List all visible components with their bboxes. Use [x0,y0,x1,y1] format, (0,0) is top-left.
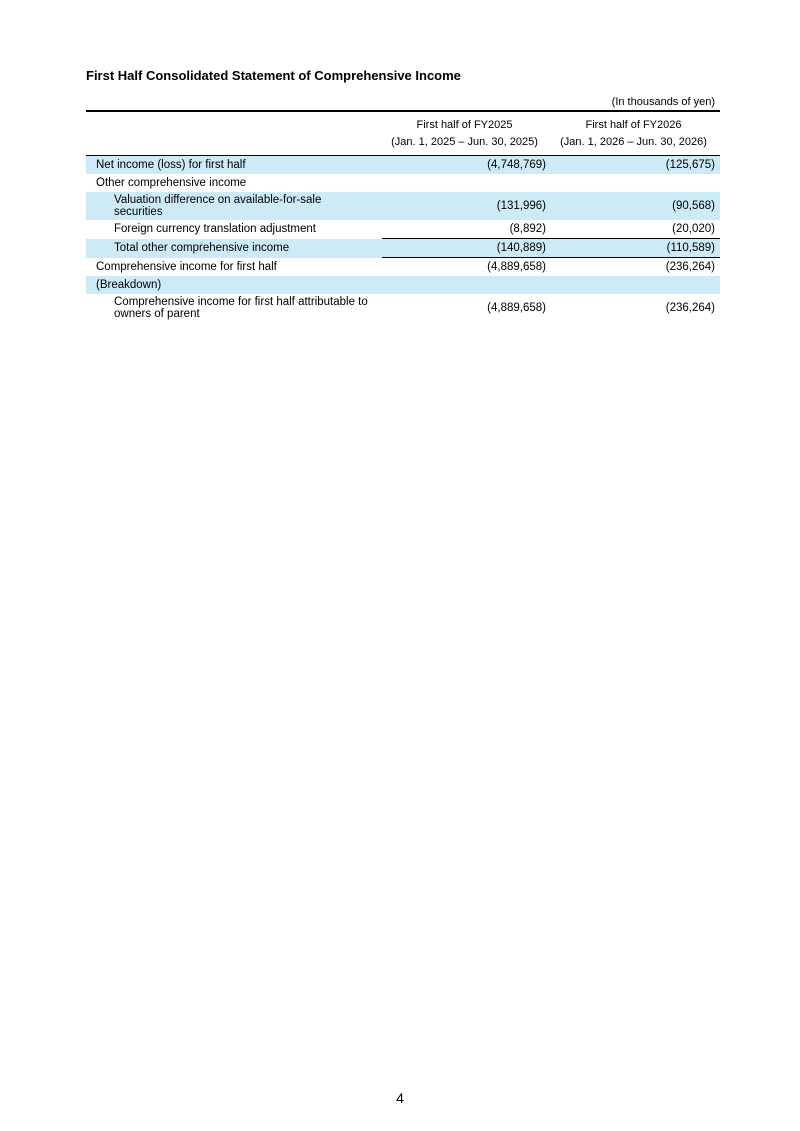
row-value-fy2026: (236,264) [665,302,715,314]
column-header-fy2025-dates: (Jan. 1, 2025 – Jun. 30, 2025) [391,136,538,148]
row-value-fy2026: (236,264) [551,258,720,277]
row-value-fy2025: (4,889,658) [487,302,546,314]
table-row [86,156,720,175]
row-label: (Breakdown) [86,276,382,294]
table-header-row [86,113,720,156]
row-label: Comprehensive income for first half attributable to owners of parent [114,296,368,320]
row-value-fy2025: (4,748,769) [382,156,551,175]
column-header-fy2026-dates: (Jan. 1, 2026 – Jun. 30, 2026) [560,136,707,148]
row-label: Net income (loss) for first half [86,156,382,175]
column-header-fy2026-period: First half of FY2026 [585,119,682,131]
row-value-fy2026: (125,675) [551,156,720,175]
table-row [86,258,720,277]
row-value-fy2026: (110,589) [551,239,720,258]
row-label: Comprehensive income for first half [96,260,277,273]
row-label: Other comprehensive income [96,177,247,189]
table-row [86,239,720,258]
row-value-fy2025: (8,892) [509,223,546,235]
column-header-fy2025 [382,113,551,156]
row-value-fy2025: (4,889,658) [382,258,551,277]
unit-note: (In thousands of yen) [611,96,715,108]
comprehensive-income-table [86,113,720,322]
table-row [86,174,720,192]
table-row [86,276,720,294]
row-label: Total other comprehensive income [86,239,382,258]
row-value-fy2026: (90,568) [551,192,720,220]
row-value-fy2025: (140,889) [382,239,551,258]
row-value-fy2025 [382,174,551,192]
row-value-fy2025 [382,276,551,294]
page-number: 4 [396,1090,404,1106]
row-value-fy2026: (20,020) [672,223,715,235]
top-rule [86,110,720,112]
row-label: Foreign currency translation adjustment [114,223,316,236]
header-blank-cell [86,113,382,156]
row-value-fy2026 [551,276,720,294]
row-value-fy2026 [551,174,720,192]
row-label: Valuation difference on available-for-sale securities [86,192,382,220]
column-header-fy2026 [551,113,720,156]
column-header-fy2025-period: First half of FY2025 [416,119,513,131]
table-row [86,294,720,322]
statement-title: First Half Consolidated Statement of Comprehensive Income [86,68,461,83]
table-row [86,220,720,239]
table-row [86,192,720,220]
row-value-fy2025: (131,996) [382,192,551,220]
